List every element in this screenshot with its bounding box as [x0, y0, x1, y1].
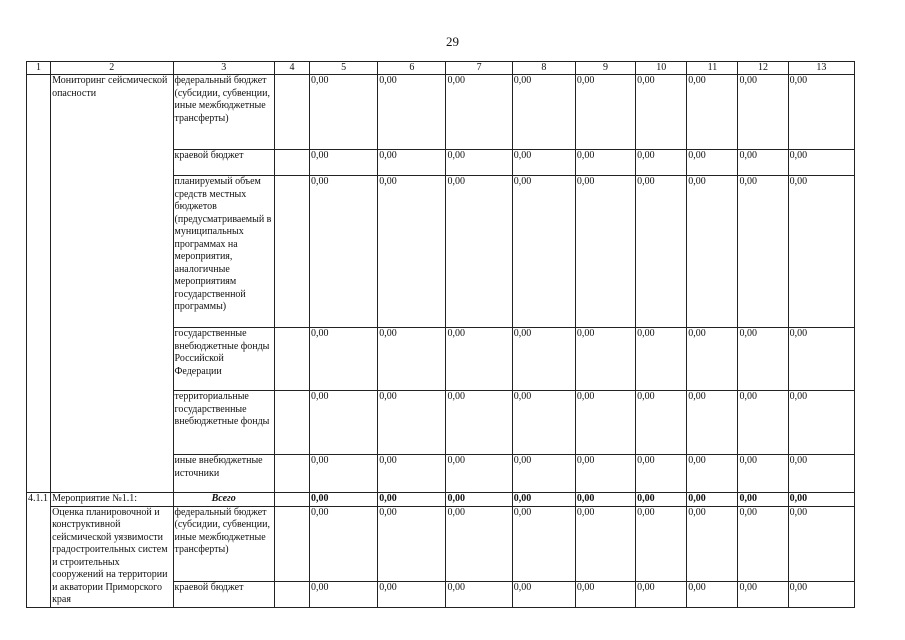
- amount-cell: 0,00: [446, 150, 512, 176]
- amount-cell: 0,00: [310, 493, 378, 507]
- amount-cell: 0,00: [378, 581, 446, 607]
- amount-cell: 0,00: [687, 391, 738, 455]
- funding-source: иные внебюджетные источники: [173, 455, 274, 493]
- funding-source: федеральный бюджет (субсидии, субвенции, иные межбюджетные трансферты): [173, 75, 274, 150]
- amount-cell: 0,00: [788, 150, 854, 176]
- amount-cell: 0,00: [378, 506, 446, 581]
- column-header: 11: [687, 62, 738, 75]
- amount-cell: 0,00: [446, 506, 512, 581]
- empty-cell: [274, 581, 309, 607]
- amount-cell: 0,00: [446, 581, 512, 607]
- amount-cell: 0,00: [636, 493, 687, 507]
- amount-cell: 0,00: [512, 455, 575, 493]
- table-row: [27, 75, 855, 150]
- amount-cell: 0,00: [512, 328, 575, 391]
- measure-description: Оценка планировочной и конструктивной сейсмической уязвимости градостроительных систем и строительных сооружений на территории и акватории Приморского края: [51, 506, 173, 607]
- measure-name: Мониторинг сейсмической опасности: [51, 75, 173, 493]
- amount-cell: 0,00: [575, 493, 635, 507]
- column-header: 7: [446, 62, 512, 75]
- amount-cell: 0,00: [575, 455, 635, 493]
- column-header: 9: [575, 62, 635, 75]
- amount-cell: 0,00: [636, 328, 687, 391]
- amount-cell: 0,00: [446, 391, 512, 455]
- amount-cell: 0,00: [687, 455, 738, 493]
- amount-cell: 0,00: [512, 506, 575, 581]
- row-number-cell: [27, 75, 51, 493]
- empty-cell: [274, 328, 309, 391]
- amount-cell: 0,00: [446, 455, 512, 493]
- amount-cell: 0,00: [575, 176, 635, 328]
- budget-table: [26, 61, 855, 608]
- empty-cell: [274, 176, 309, 328]
- amount-cell: 0,00: [378, 493, 446, 507]
- amount-cell: 0,00: [575, 581, 635, 607]
- amount-cell: 0,00: [636, 455, 687, 493]
- measure-number: 4.1.1: [27, 493, 51, 608]
- amount-cell: 0,00: [687, 150, 738, 176]
- column-header: 3: [173, 62, 274, 75]
- amount-cell: 0,00: [636, 75, 687, 150]
- amount-cell: 0,00: [310, 581, 378, 607]
- column-header: 10: [636, 62, 687, 75]
- funding-source: краевой бюджет: [173, 581, 274, 607]
- amount-cell: 0,00: [738, 75, 788, 150]
- amount-cell: 0,00: [788, 75, 854, 150]
- amount-cell: 0,00: [310, 328, 378, 391]
- amount-cell: 0,00: [575, 328, 635, 391]
- amount-cell: 0,00: [512, 581, 575, 607]
- amount-cell: 0,00: [636, 391, 687, 455]
- column-header: 1: [27, 62, 51, 75]
- amount-cell: 0,00: [687, 581, 738, 607]
- column-header: 5: [310, 62, 378, 75]
- amount-cell: 0,00: [512, 391, 575, 455]
- amount-cell: 0,00: [512, 493, 575, 507]
- amount-cell: 0,00: [512, 176, 575, 328]
- amount-cell: 0,00: [738, 391, 788, 455]
- amount-cell: 0,00: [687, 328, 738, 391]
- column-header: 4: [274, 62, 309, 75]
- amount-cell: 0,00: [575, 150, 635, 176]
- amount-cell: 0,00: [738, 581, 788, 607]
- amount-cell: 0,00: [575, 391, 635, 455]
- amount-cell: 0,00: [636, 581, 687, 607]
- amount-cell: 0,00: [738, 493, 788, 507]
- measure-title: Мероприятие №1.1:: [51, 493, 173, 507]
- amount-cell: 0,00: [738, 150, 788, 176]
- amount-cell: 0,00: [446, 493, 512, 507]
- amount-cell: 0,00: [738, 328, 788, 391]
- amount-cell: 0,00: [738, 455, 788, 493]
- amount-cell: 0,00: [310, 176, 378, 328]
- funding-source: краевой бюджет: [173, 150, 274, 176]
- amount-cell: 0,00: [378, 455, 446, 493]
- amount-cell: 0,00: [788, 176, 854, 328]
- amount-cell: 0,00: [446, 328, 512, 391]
- amount-cell: 0,00: [788, 581, 854, 607]
- amount-cell: 0,00: [378, 328, 446, 391]
- amount-cell: 0,00: [512, 75, 575, 150]
- empty-cell: [274, 391, 309, 455]
- amount-cell: 0,00: [788, 328, 854, 391]
- amount-cell: 0,00: [788, 493, 854, 507]
- empty-cell: [274, 455, 309, 493]
- column-header: 8: [512, 62, 575, 75]
- empty-cell: [274, 506, 309, 581]
- amount-cell: 0,00: [310, 150, 378, 176]
- empty-cell: [274, 493, 309, 507]
- empty-cell: [274, 75, 309, 150]
- amount-cell: 0,00: [788, 391, 854, 455]
- amount-cell: 0,00: [378, 75, 446, 150]
- empty-cell: [274, 150, 309, 176]
- amount-cell: 0,00: [512, 150, 575, 176]
- amount-cell: 0,00: [310, 391, 378, 455]
- amount-cell: 0,00: [310, 506, 378, 581]
- amount-cell: 0,00: [687, 176, 738, 328]
- column-header: 12: [738, 62, 788, 75]
- amount-cell: 0,00: [378, 176, 446, 328]
- amount-cell: 0,00: [446, 75, 512, 150]
- funding-source: государственные внебюджетные фонды Российской Федерации: [173, 328, 274, 391]
- amount-cell: 0,00: [687, 75, 738, 150]
- amount-cell: 0,00: [738, 506, 788, 581]
- amount-cell: 0,00: [788, 506, 854, 581]
- column-number-row: [27, 62, 855, 75]
- funding-source: планируемый объем средств местных бюджетов (предусматриваемый в муниципальных программах на мероприятия, аналогичные мероприятиям государственной программы): [173, 176, 274, 328]
- total-row: [27, 493, 855, 507]
- amount-cell: 0,00: [636, 176, 687, 328]
- table-row: [27, 506, 855, 581]
- column-header: 6: [378, 62, 446, 75]
- amount-cell: 0,00: [636, 506, 687, 581]
- funding-source: федеральный бюджет (субсидии, субвенции, иные межбюджетные трансферты): [173, 506, 274, 581]
- amount-cell: 0,00: [738, 176, 788, 328]
- amount-cell: 0,00: [310, 455, 378, 493]
- total-label: Всего: [173, 493, 274, 507]
- amount-cell: 0,00: [310, 75, 378, 150]
- amount-cell: 0,00: [636, 150, 687, 176]
- amount-cell: 0,00: [687, 506, 738, 581]
- column-header: 2: [51, 62, 173, 75]
- amount-cell: 0,00: [378, 391, 446, 455]
- amount-cell: 0,00: [575, 506, 635, 581]
- amount-cell: 0,00: [687, 493, 738, 507]
- amount-cell: 0,00: [788, 455, 854, 493]
- page-number: 29: [446, 34, 459, 49]
- funding-source: территориальные государственные внебюджетные фонды: [173, 391, 274, 455]
- amount-cell: 0,00: [378, 150, 446, 176]
- amount-cell: 0,00: [446, 176, 512, 328]
- column-header: 13: [788, 62, 854, 75]
- amount-cell: 0,00: [575, 75, 635, 150]
